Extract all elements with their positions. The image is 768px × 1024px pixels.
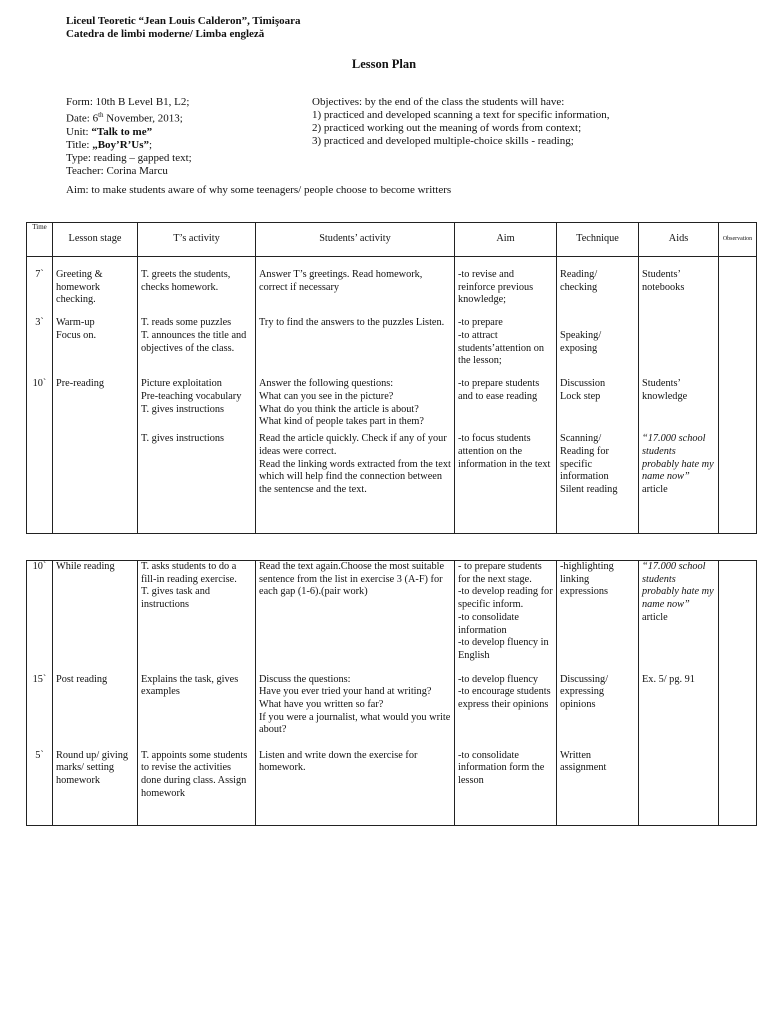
lesson-table-2 <box>26 560 757 826</box>
page-title: Lesson Plan <box>351 57 417 71</box>
objective-item: 1) practiced and developed scanning a text for specific information, <box>312 109 610 121</box>
table-row: 5` Round up/ giving marks/ setting homework T. appoints some students to revise the activities done during class. Assign homework Listen and write down the exercise for homework. -to consolidate information form the lesson Written assignment <box>27 750 757 826</box>
form-line: Form: 10th B Level B1, L2; <box>66 96 190 108</box>
date-line: Date: 6th November, 2013; <box>66 111 183 125</box>
header-aids: Aids <box>639 223 719 257</box>
header-time: Time <box>27 223 53 257</box>
header-stage: Lesson stage <box>53 223 138 257</box>
header-observation: Observation <box>719 223 757 257</box>
header-technique: Technique <box>557 223 639 257</box>
objectives-intro: Objectives: by the end of the class the students will have: <box>312 96 565 108</box>
header-s-activity: Students’ activity <box>256 223 455 257</box>
document-header <box>66 15 300 41</box>
type-line: Type: reading – gapped text; <box>66 151 192 164</box>
aim-statement: Aim: to make students aware of why some teenagers/ people choose to become writters <box>66 184 452 196</box>
unit-line: Unit: “Talk to me” <box>66 125 153 138</box>
lesson-table-1 <box>26 222 757 534</box>
lesson-meta <box>66 96 192 178</box>
department-name: Catedra de limbi moderne/ Limba engleză <box>66 28 265 40</box>
objectives <box>312 96 610 148</box>
table-row: 3` Warm-up Focus on. T. reads some puzzles T. announces the title and objectives of the class. Try to find the answers to the puzzles Listen. -to prepare -to attract students’attention on the lesson; Speaking/ exposing <box>27 307 757 370</box>
objective-item: 3) practiced and developed multiple-choice skills - reading; <box>312 135 574 147</box>
title-line: Title: „Boy’R’Us”; <box>66 138 153 151</box>
table-row: 15` Post reading Explains the task, gives examples Discuss the questions: Have you ever tried your hand at writing? What have you written so far? If you were a journalist, what would you write about? -to develop fluency -to encourage students express their opinions Discussing/ expressing opinions Ex. 5/ pg. 91 <box>27 674 757 750</box>
table-row: 10` While reading T. asks students to do a fill-in reading exercise. T. gives task and instructions Read the text again.Choose the most suitable sentence from the list in exercise 3 (A-F) for each gap (1-6).(pair work) - to prepare students for the next stage. -to develop reading for specific inform. -to consolidate information -to develop fluency in English -highlighting linking expressions “17.000 school students probably hate my name now” article <box>27 561 757 674</box>
table-row: 10` Pre-reading Picture exploitation Pre-teaching vocabulary T. gives instructions Answer the following questions: What can you see in the picture? What do you think the article is about? What kind of people takes part in them? -to prepare students and to ease reading Discussion Lock step Students’ knowledge <box>27 370 757 433</box>
header-aim: Aim <box>455 223 557 257</box>
table-row: T. gives instructions Read the article quickly. Check if any of your ideas were correct. Read the linking words extracted from the text which will help find the connection between the sentencse and the text. -to focus students attention on the information in the text Scanning/ Reading for specific information Silent reading “17.000 school students probably hate my name now” article <box>27 433 757 533</box>
table-header-row <box>27 223 757 257</box>
school-name: Liceul Teoretic “Jean Louis Calderon”, Timişoara <box>66 15 301 27</box>
teacher-line: Teacher: Corina Marcu <box>66 164 168 177</box>
header-t-activity: T’s activity <box>138 223 256 257</box>
objective-item: 2) practiced working out the meaning of words from context; <box>312 122 582 134</box>
table-row: 7` Greeting & homework checking. T. greets the students, checks homework. Answer T’s greetings. Read homework, correct if necessary -to revise and reinforce previous knowledge; Reading/ checking Students’ notebooks <box>27 257 757 308</box>
